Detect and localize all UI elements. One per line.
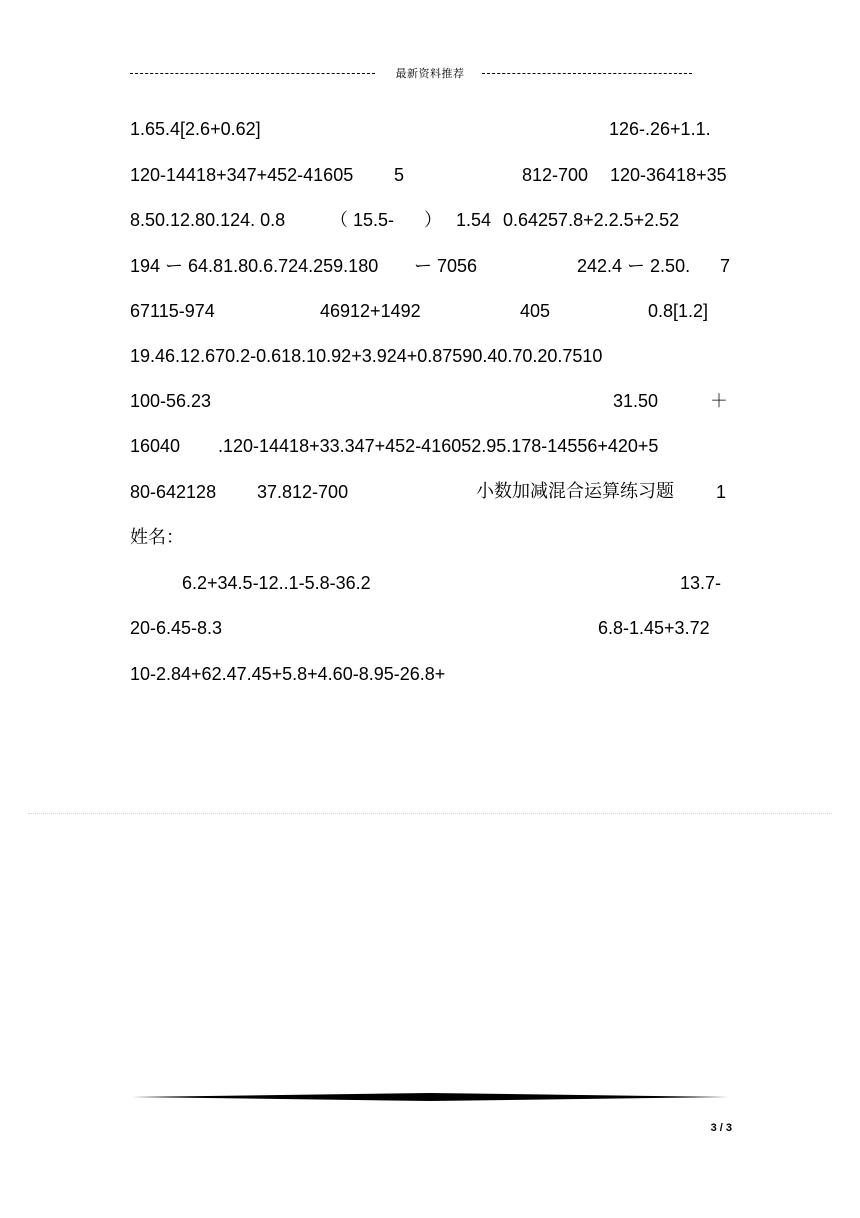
text-line-13 <box>0 661 860 687</box>
text-segment: 0.64257.8+2.2.5+2.52 <box>503 210 680 230</box>
footer-rule-shape <box>132 1093 728 1101</box>
text-segment: 6.2+34.5-12..1-5.8-36.2 <box>182 573 371 593</box>
text-line-2 <box>0 162 860 188</box>
text-segment: （ 15.5- <box>330 210 395 230</box>
text-line-7 <box>0 388 860 414</box>
text-segment: ＋ <box>710 391 728 411</box>
text-segment: 1.65.4[2.6+0.62] <box>130 119 261 139</box>
text-segment: 67115-974 <box>130 301 215 321</box>
text-line-5 <box>0 298 860 324</box>
text-segment: 8.50.12.80.124. 0.8 <box>130 210 286 230</box>
worksheet-title: 小数加减混合运算练习题 <box>476 481 674 502</box>
text-segment: 37.812-700 <box>257 482 349 502</box>
text-segment: 16040 <box>130 436 181 456</box>
text-segment: 0.8[1.2] <box>648 301 709 321</box>
header-dashed-rule-left <box>130 73 375 74</box>
text-segment: 10-2.84+62.47.45+5.8+4.60-8.95-26.8+ <box>130 664 446 684</box>
text-line-4 <box>0 253 860 279</box>
text-segment: 13.7- <box>680 573 722 593</box>
text-segment: 46912+1492 <box>320 301 421 321</box>
text-segment: 194 ー 64.81.80.6.724.259.180 <box>130 256 379 276</box>
text-line-10 <box>0 525 860 551</box>
text-segment: 126-.26+1.1. <box>609 119 711 139</box>
header-title: 最新资料推荐 <box>395 67 465 80</box>
name-label: 姓名： <box>130 527 184 548</box>
text-segment: 6.8-1.45+3.72 <box>598 618 710 638</box>
text-segment: 20-6.45-8.3 <box>130 618 223 638</box>
text-line-6 <box>0 343 860 369</box>
page-number: 3 / 3 <box>710 1122 732 1134</box>
page-break-line <box>28 813 832 814</box>
text-segment: 812-700 <box>522 165 589 185</box>
text-line-9 <box>0 479 860 505</box>
text-segment: 1.54 <box>456 210 492 230</box>
text-segment: 19.46.12.670.2-0.618.10.92+3.924+0.87590.40.70.20.7510 <box>130 346 603 366</box>
text-segment: 100-56.23 <box>130 391 212 411</box>
text-segment: 120-36418+35 <box>610 165 727 185</box>
text-line-8 <box>0 433 860 459</box>
text-segment: 80-642128 <box>130 482 217 502</box>
text-line-1 <box>0 116 860 142</box>
text-segment: 7 <box>720 256 731 276</box>
text-segment: 5 <box>394 165 405 185</box>
text-segment: 242.4 ー 2.50. <box>577 256 691 276</box>
text-segment: 120-14418+347+452-41605 <box>130 165 354 185</box>
text-segment: 31.50 <box>613 391 659 411</box>
header-dashed-rule-right <box>482 73 692 74</box>
page-header <box>130 64 692 82</box>
text-line-11 <box>0 570 860 596</box>
text-segment: 1 <box>716 482 727 502</box>
text-line-12 <box>0 615 860 641</box>
footer-rule <box>132 1092 728 1102</box>
text-segment: ） <box>424 210 442 230</box>
text-segment: .120-14418+33.347+452-416052.95.178-14556+420+5 <box>218 436 659 456</box>
text-line-3 <box>0 207 860 233</box>
text-segment: 405 <box>520 301 551 321</box>
text-segment: ー 7056 <box>414 256 478 276</box>
